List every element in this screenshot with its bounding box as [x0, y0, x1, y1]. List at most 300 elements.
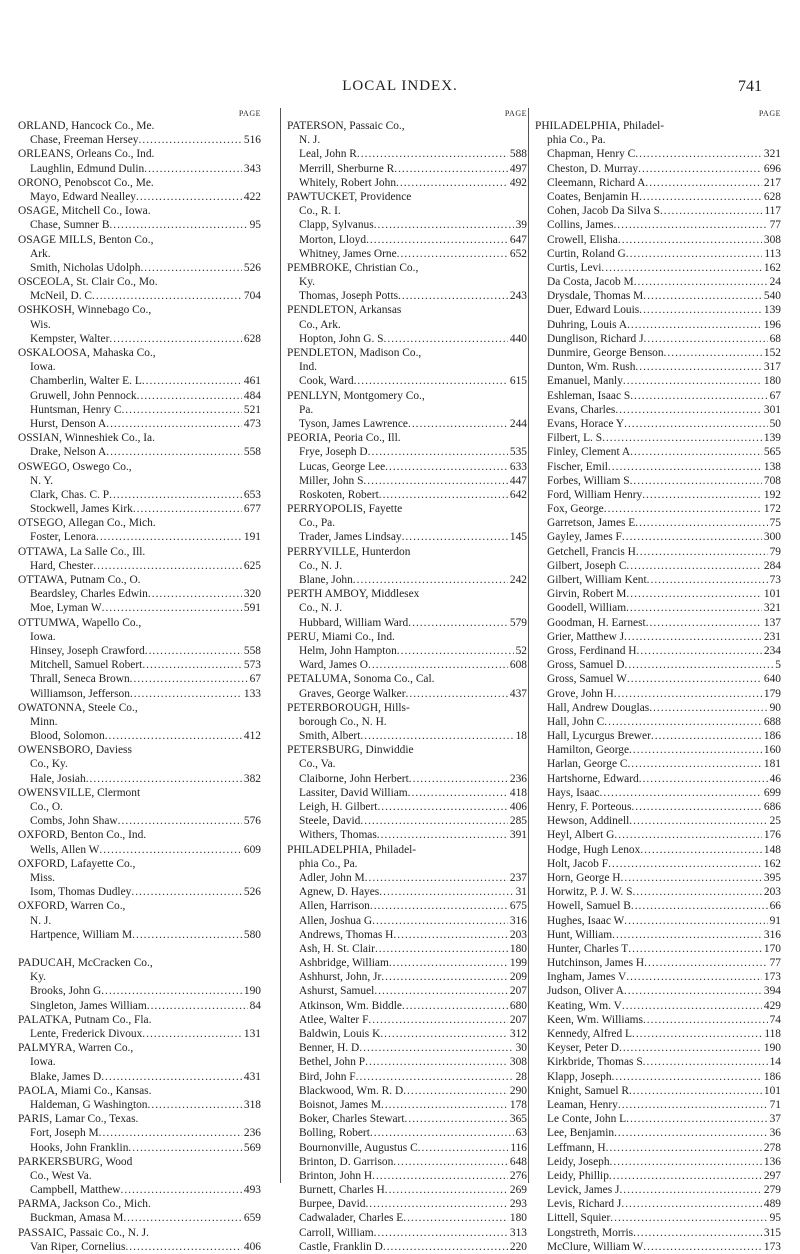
entry-name: Girvin, Robert M	[547, 588, 627, 601]
place-heading: PENDLETON, Arkansas	[287, 304, 402, 317]
entry-name: Goodman, H. Earnest	[547, 616, 646, 629]
index-entry	[535, 530, 781, 544]
leader-dots	[92, 289, 242, 303]
index-entry	[287, 1112, 527, 1126]
leader-dots	[370, 1126, 514, 1140]
entry-name: Frye, Joseph D	[299, 446, 368, 459]
leader-dots	[385, 1183, 508, 1197]
index-entry	[535, 715, 781, 729]
index-entry	[287, 999, 527, 1013]
place-heading: OSSIAN, Winneshiek Co., Ia.	[18, 432, 155, 445]
leader-dots	[622, 999, 762, 1013]
place-heading-continued: Co., N. J.	[299, 559, 343, 572]
index-entry	[287, 814, 527, 828]
entry-page: 180	[763, 375, 781, 388]
entry-name: Blood, Solomon	[30, 730, 105, 743]
index-entry	[18, 162, 261, 176]
entry-page: 178	[509, 1098, 527, 1111]
leader-dots	[643, 289, 762, 303]
entry-page: 382	[243, 772, 261, 785]
index-entry	[535, 488, 781, 502]
leader-dots	[644, 332, 768, 346]
entry-name: Campbell, Matthew	[30, 1184, 121, 1197]
entry-name: Roskoten, Robert	[299, 488, 379, 501]
index-entry	[287, 460, 527, 474]
leader-dots	[99, 843, 241, 857]
leader-dots	[132, 928, 242, 942]
place-heading: OWENSBORO, Daviess	[18, 744, 132, 757]
index-entry	[535, 218, 781, 232]
index-entry	[287, 616, 527, 630]
entry-page: 320	[243, 588, 261, 601]
entry-page: 609	[243, 843, 261, 856]
index-entry	[535, 1098, 781, 1112]
leader-dots	[643, 1013, 768, 1027]
entry-page: 77	[769, 219, 781, 232]
index-entry	[287, 1240, 527, 1254]
index-entry	[535, 289, 781, 303]
entry-page: 406	[509, 801, 527, 813]
place-heading: OTSEGO, Allegan Co., Mich.	[18, 517, 156, 530]
entry-page: 18	[515, 730, 527, 743]
entry-page: 297	[763, 1169, 781, 1182]
leader-dots	[93, 559, 242, 573]
index-entry	[535, 374, 781, 388]
entry-page: 50	[769, 417, 781, 430]
leader-dots	[383, 1240, 508, 1254]
leader-dots	[370, 899, 508, 913]
index-entry	[18, 1183, 261, 1197]
entry-name: Hall, Lycurgus Brewer	[547, 730, 651, 743]
leader-dots	[628, 942, 762, 956]
place-heading: PAWTUCKET, Providence	[287, 190, 412, 203]
entry-page: 14	[769, 1056, 781, 1069]
place-heading-continued: Iowa.	[30, 630, 56, 643]
place-heading-continued: N. J.	[299, 134, 321, 147]
leader-dots	[144, 162, 242, 176]
leader-dots	[402, 530, 508, 544]
entry-name: Hutchinson, James H	[547, 957, 645, 970]
leader-dots	[624, 630, 762, 644]
index-entry	[535, 1126, 781, 1140]
place-heading: OWATONNA, Steele Co.,	[18, 701, 138, 714]
entry-page: 152	[763, 347, 781, 359]
entry-page: 31	[515, 886, 527, 899]
entry-page: 180	[509, 1212, 527, 1225]
entry-page: 516	[243, 134, 261, 147]
entry-page: 608	[509, 659, 527, 672]
index-entry	[18, 289, 261, 303]
leader-dots	[106, 417, 242, 431]
entry-page: 391	[509, 829, 527, 842]
entry-name: Mitchell, Samuel Robert	[30, 659, 143, 672]
entry-page: 66	[769, 900, 781, 913]
index-entry	[535, 871, 781, 885]
leader-dots	[96, 530, 242, 544]
leader-dots	[612, 1070, 762, 1084]
place-heading: PATERSON, Passaic Co.,	[287, 120, 405, 132]
entry-page: 558	[243, 644, 261, 657]
entry-page: 461	[243, 375, 261, 388]
place-heading-continued: Ind.	[299, 361, 318, 374]
index-entry	[535, 970, 781, 984]
entry-name: Ford, William Henry	[547, 488, 643, 501]
entry-page: 113	[764, 247, 781, 260]
entry-name: Hamilton, George	[547, 744, 630, 757]
leader-dots	[142, 374, 242, 388]
leader-dots	[619, 1183, 761, 1197]
spacer	[18, 942, 261, 956]
entry-page: 431	[243, 1070, 261, 1083]
leader-dots	[393, 1155, 508, 1169]
index-entry	[287, 956, 527, 970]
entry-name: Da Costa, Jacob M	[547, 276, 634, 289]
entry-page: 686	[763, 801, 781, 813]
entry-name: Ward, James O	[299, 659, 368, 672]
entry-name: Isom, Thomas Dudley	[30, 886, 132, 899]
entry-name: Knight, Samuel R	[547, 1084, 629, 1097]
index-entry	[287, 1126, 527, 1140]
index-entry	[18, 417, 261, 431]
leader-dots	[368, 658, 508, 672]
entry-name: Hartshorne, Edward	[547, 772, 639, 785]
index-entry	[18, 445, 261, 459]
leader-dots	[636, 545, 768, 559]
index-entry	[535, 1240, 781, 1254]
entry-page: 317	[763, 361, 781, 374]
entry-page: 696	[763, 162, 781, 175]
entry-name: Castle, Franklin D	[299, 1240, 383, 1253]
entry-page: 46	[769, 772, 781, 785]
leader-dots	[621, 871, 762, 885]
leader-dots	[610, 1155, 762, 1169]
leader-dots	[397, 644, 514, 658]
entry-name: Brinton, D. Garrison	[299, 1155, 394, 1168]
entry-name: Burnett, Charles H	[299, 1184, 385, 1197]
leader-dots	[101, 984, 242, 998]
leader-dots	[121, 403, 241, 417]
entry-page: 437	[509, 687, 527, 700]
index-entry	[18, 687, 261, 701]
index-entry	[535, 1055, 781, 1069]
index-entry	[535, 587, 781, 601]
entry-name: Andrews, Thomas H	[299, 928, 394, 941]
leader-dots	[142, 658, 242, 672]
entry-name: Gross, Samuel W	[547, 673, 627, 686]
entry-page: 186	[763, 1070, 781, 1083]
leader-dots	[608, 857, 762, 871]
entry-page: 75	[769, 517, 781, 530]
index-entry	[18, 644, 261, 658]
entry-page: 315	[763, 1226, 781, 1239]
entry-page: 181	[763, 758, 781, 771]
leader-dots	[630, 474, 762, 488]
index-entry	[18, 843, 261, 857]
entry-name: Smith, Nicholas Udolph	[30, 261, 141, 274]
entry-page: 118	[764, 1028, 781, 1040]
entry-page: 71	[769, 1098, 781, 1111]
index-entry	[287, 1183, 527, 1197]
index-column-2	[287, 108, 527, 1254]
index-entry	[287, 1226, 527, 1240]
page-column-label: PAGE	[504, 109, 527, 118]
leader-dots	[354, 374, 508, 388]
entry-name: Laughlin, Edmund Dulin	[30, 162, 145, 175]
index-entry	[535, 332, 781, 346]
entry-page: 580	[243, 928, 261, 941]
index-entry	[535, 914, 781, 928]
place-heading: PERRYVILLE, Hunterdon	[287, 545, 411, 558]
entry-page: 675	[509, 900, 527, 913]
entry-page: 101	[763, 588, 781, 601]
entry-page: 73	[769, 574, 781, 586]
leader-dots	[622, 530, 762, 544]
entry-name: Buckman, Amasa M	[30, 1212, 124, 1225]
entry-name: Singleton, James William	[30, 999, 147, 1012]
entry-page: 395	[763, 871, 781, 884]
place-heading: OSAGE MILLS, Benton Co.,	[18, 233, 154, 246]
leader-dots	[147, 999, 248, 1013]
place-heading: OSAGE, Mitchell Co., Iowa.	[18, 205, 151, 218]
leader-dots	[651, 729, 762, 743]
entry-name: Adler, John M	[299, 871, 365, 884]
entry-page: 136	[763, 1155, 781, 1168]
place-heading-continued: Co., Ark.	[299, 318, 341, 331]
entry-name: Allen, Joshua G	[299, 914, 373, 927]
entry-name: Horwitz, P. J. W. S	[547, 886, 633, 899]
entry-name: Gilbert, William Kent	[547, 574, 647, 586]
place-heading: OXFORD, Lafayette Co.,	[18, 857, 136, 870]
leader-dots	[363, 474, 507, 488]
entry-name: Hall, Andrew Douglas	[547, 701, 650, 714]
index-entry	[287, 1041, 527, 1055]
leader-dots	[109, 332, 242, 346]
index-entry	[18, 772, 261, 786]
entry-name: Cheston, D. Murray	[547, 162, 639, 175]
entry-name: Wells, Allen W	[30, 843, 100, 856]
leader-dots	[384, 332, 508, 346]
index-entry	[535, 417, 781, 431]
entry-page: 186	[763, 730, 781, 743]
entry-name: Trader, James Lindsay	[299, 531, 402, 544]
leader-dots	[643, 1055, 768, 1069]
entry-name: Clark, Chas. C. P	[30, 488, 110, 501]
entry-page: 473	[243, 417, 261, 430]
leader-dots	[397, 247, 508, 261]
leader-dots	[639, 772, 768, 786]
index-entry	[18, 218, 261, 232]
entry-page: 160	[763, 744, 781, 757]
leader-dots	[643, 1240, 762, 1254]
leader-dots	[642, 488, 762, 502]
place-heading: OTTAWA, La Salle Co., Ill.	[18, 545, 146, 558]
index-entry	[535, 1112, 781, 1126]
leader-dots	[418, 1141, 509, 1155]
place-heading: PETALUMA, Sonoma Co., Cal.	[287, 673, 435, 686]
entry-name: Gruwell, John Pennock	[30, 389, 137, 402]
place-heading-continued: N. J.	[30, 914, 52, 927]
index-entry	[535, 502, 781, 516]
entry-page: 642	[509, 488, 527, 501]
entry-page: 412	[243, 730, 261, 743]
leader-dots	[626, 1112, 768, 1126]
index-entry	[535, 261, 781, 275]
index-entry	[535, 318, 781, 332]
leader-dots	[142, 1027, 242, 1041]
entry-name: Hale, Josiah	[30, 772, 86, 785]
index-entry	[287, 1141, 527, 1155]
entry-page: 688	[763, 715, 781, 728]
index-entry	[535, 303, 781, 317]
entry-name: Beardsley, Charles Edwin	[30, 588, 148, 601]
entry-name: McClure, William W	[547, 1240, 644, 1253]
entry-page: 680	[509, 999, 527, 1012]
entry-name: Dunglison, Richard J	[547, 332, 644, 345]
leader-dots	[86, 772, 242, 786]
entry-page: 526	[243, 261, 261, 274]
entry-page: 172	[763, 503, 781, 516]
index-entry	[287, 772, 527, 786]
index-columns	[18, 108, 788, 1253]
index-entry	[535, 190, 781, 204]
place-heading-continued: Iowa.	[30, 1056, 56, 1069]
leader-dots	[602, 431, 762, 445]
index-entry	[18, 190, 261, 204]
leader-dots	[639, 303, 762, 317]
entry-page: 316	[763, 928, 781, 941]
leader-dots	[625, 658, 774, 672]
index-entry	[287, 218, 527, 232]
place-heading: PARKERSBURG, Wood	[18, 1155, 133, 1168]
leader-dots	[637, 644, 762, 658]
place-heading: PEMBROKE, Christian Co.,	[287, 261, 419, 274]
entry-page: 138	[763, 460, 781, 473]
leader-dots	[630, 445, 762, 459]
entry-page: 276	[509, 1169, 527, 1182]
entry-name: Harlan, George C	[547, 758, 628, 771]
leader-dots	[406, 687, 508, 701]
entry-page: 284	[763, 559, 781, 572]
index-entry	[535, 672, 781, 686]
entry-page: 190	[243, 985, 261, 998]
entry-name: Goodell, William	[547, 602, 627, 615]
place-heading-continued: Minn.	[30, 715, 58, 728]
entry-page: 63	[515, 1127, 527, 1140]
entry-page: 5	[775, 659, 781, 672]
index-entry	[18, 559, 261, 573]
leader-dots	[99, 1126, 242, 1140]
entry-name: Merrill, Sherburne R	[299, 162, 395, 175]
leader-dots	[614, 828, 762, 842]
place-heading: OWENSVILLE, Clermont	[18, 786, 141, 799]
running-title: LOCAL INDEX.	[342, 78, 458, 94]
leader-dots	[368, 1013, 507, 1027]
index-entry	[287, 1155, 527, 1169]
entry-page: 117	[764, 205, 781, 218]
entry-name: Stockwell, James Kirk	[30, 503, 133, 516]
entry-page: 633	[509, 460, 527, 473]
entry-name: Hunt, William	[547, 928, 613, 941]
entry-name: Gilbert, Joseph C	[547, 559, 627, 572]
index-entry	[535, 1041, 781, 1055]
entry-name: Hinsey, Joseph Crawford	[30, 644, 145, 657]
entry-page: 162	[763, 261, 781, 274]
entry-page: 67	[249, 673, 261, 686]
entry-page: 640	[763, 673, 781, 686]
entry-page: 493	[243, 1184, 261, 1197]
index-entry	[287, 914, 527, 928]
place-heading: PETERSBURG, Dinwiddie	[287, 744, 414, 757]
entry-page: 429	[763, 999, 781, 1012]
leader-dots	[408, 417, 508, 431]
leader-dots	[131, 885, 242, 899]
index-entry	[535, 743, 781, 757]
leader-dots	[640, 843, 762, 857]
entry-name: Horn, George H	[547, 871, 621, 884]
entry-name: Mayo, Edward Nealley	[30, 190, 136, 203]
entry-name: Coates, Benjamin H	[547, 190, 640, 203]
leader-dots	[632, 1027, 762, 1041]
entry-name: Finley, Clement A	[547, 446, 631, 459]
entry-page: 321	[763, 148, 781, 161]
entry-name: Kennedy, Alfred L	[547, 1028, 632, 1040]
index-entry	[287, 885, 527, 899]
entry-page: 625	[243, 559, 261, 572]
entry-name: Littell, Squier	[547, 1212, 611, 1225]
leader-dots	[381, 970, 508, 984]
entry-name: Evans, Charles	[547, 403, 616, 416]
leader-dots	[629, 814, 767, 828]
place-heading-continued: Co., N. J.	[299, 602, 343, 615]
entry-name: Grove, John H	[547, 687, 614, 700]
entry-page: 148	[763, 843, 781, 856]
leader-dots	[664, 346, 762, 360]
leader-dots	[372, 1169, 508, 1183]
leader-dots	[646, 616, 762, 630]
leader-dots	[645, 176, 762, 190]
leader-dots	[606, 1141, 762, 1155]
entry-name: Leaman, Henry	[547, 1098, 618, 1111]
entry-name: Filbert, L. S	[547, 432, 603, 445]
place-heading: PALATKA, Putnam Co., Fla.	[18, 1013, 152, 1026]
entry-name: Keen, Wm. Williams	[547, 1013, 643, 1026]
entry-name: Chamberlin, Walter E. L	[30, 375, 142, 388]
index-entry	[287, 984, 527, 998]
leader-dots	[613, 218, 767, 232]
entry-page: 659	[243, 1212, 261, 1225]
entry-page: 179	[763, 687, 781, 700]
index-entry	[535, 176, 781, 190]
index-entry	[287, 233, 527, 247]
leader-dots	[128, 1141, 242, 1155]
entry-page: 535	[509, 446, 527, 459]
entry-page: 422	[243, 190, 261, 203]
entry-name: Duhring, Louis A	[547, 318, 628, 331]
entry-name: Huntsman, Henry C	[30, 403, 122, 416]
place-heading: PARIS, Lamar Co., Texas.	[18, 1113, 139, 1126]
entry-name: McNeil, D. C	[30, 290, 93, 303]
entry-name: Ashbridge, William	[299, 957, 389, 970]
entry-name: Blackwood, Wm. R. D	[299, 1084, 404, 1097]
entry-page: 101	[763, 1084, 781, 1097]
index-entry	[535, 687, 781, 701]
place-heading-continued: Co., Pa.	[299, 517, 336, 530]
place-heading: OSWEGO, Oswego Co.,	[18, 460, 132, 473]
entry-name: Hodge, Hugh Lenox	[547, 843, 641, 856]
entry-name: Agnew, D. Hayes	[299, 886, 380, 899]
index-entry	[18, 814, 261, 828]
entry-page: 207	[509, 985, 527, 998]
